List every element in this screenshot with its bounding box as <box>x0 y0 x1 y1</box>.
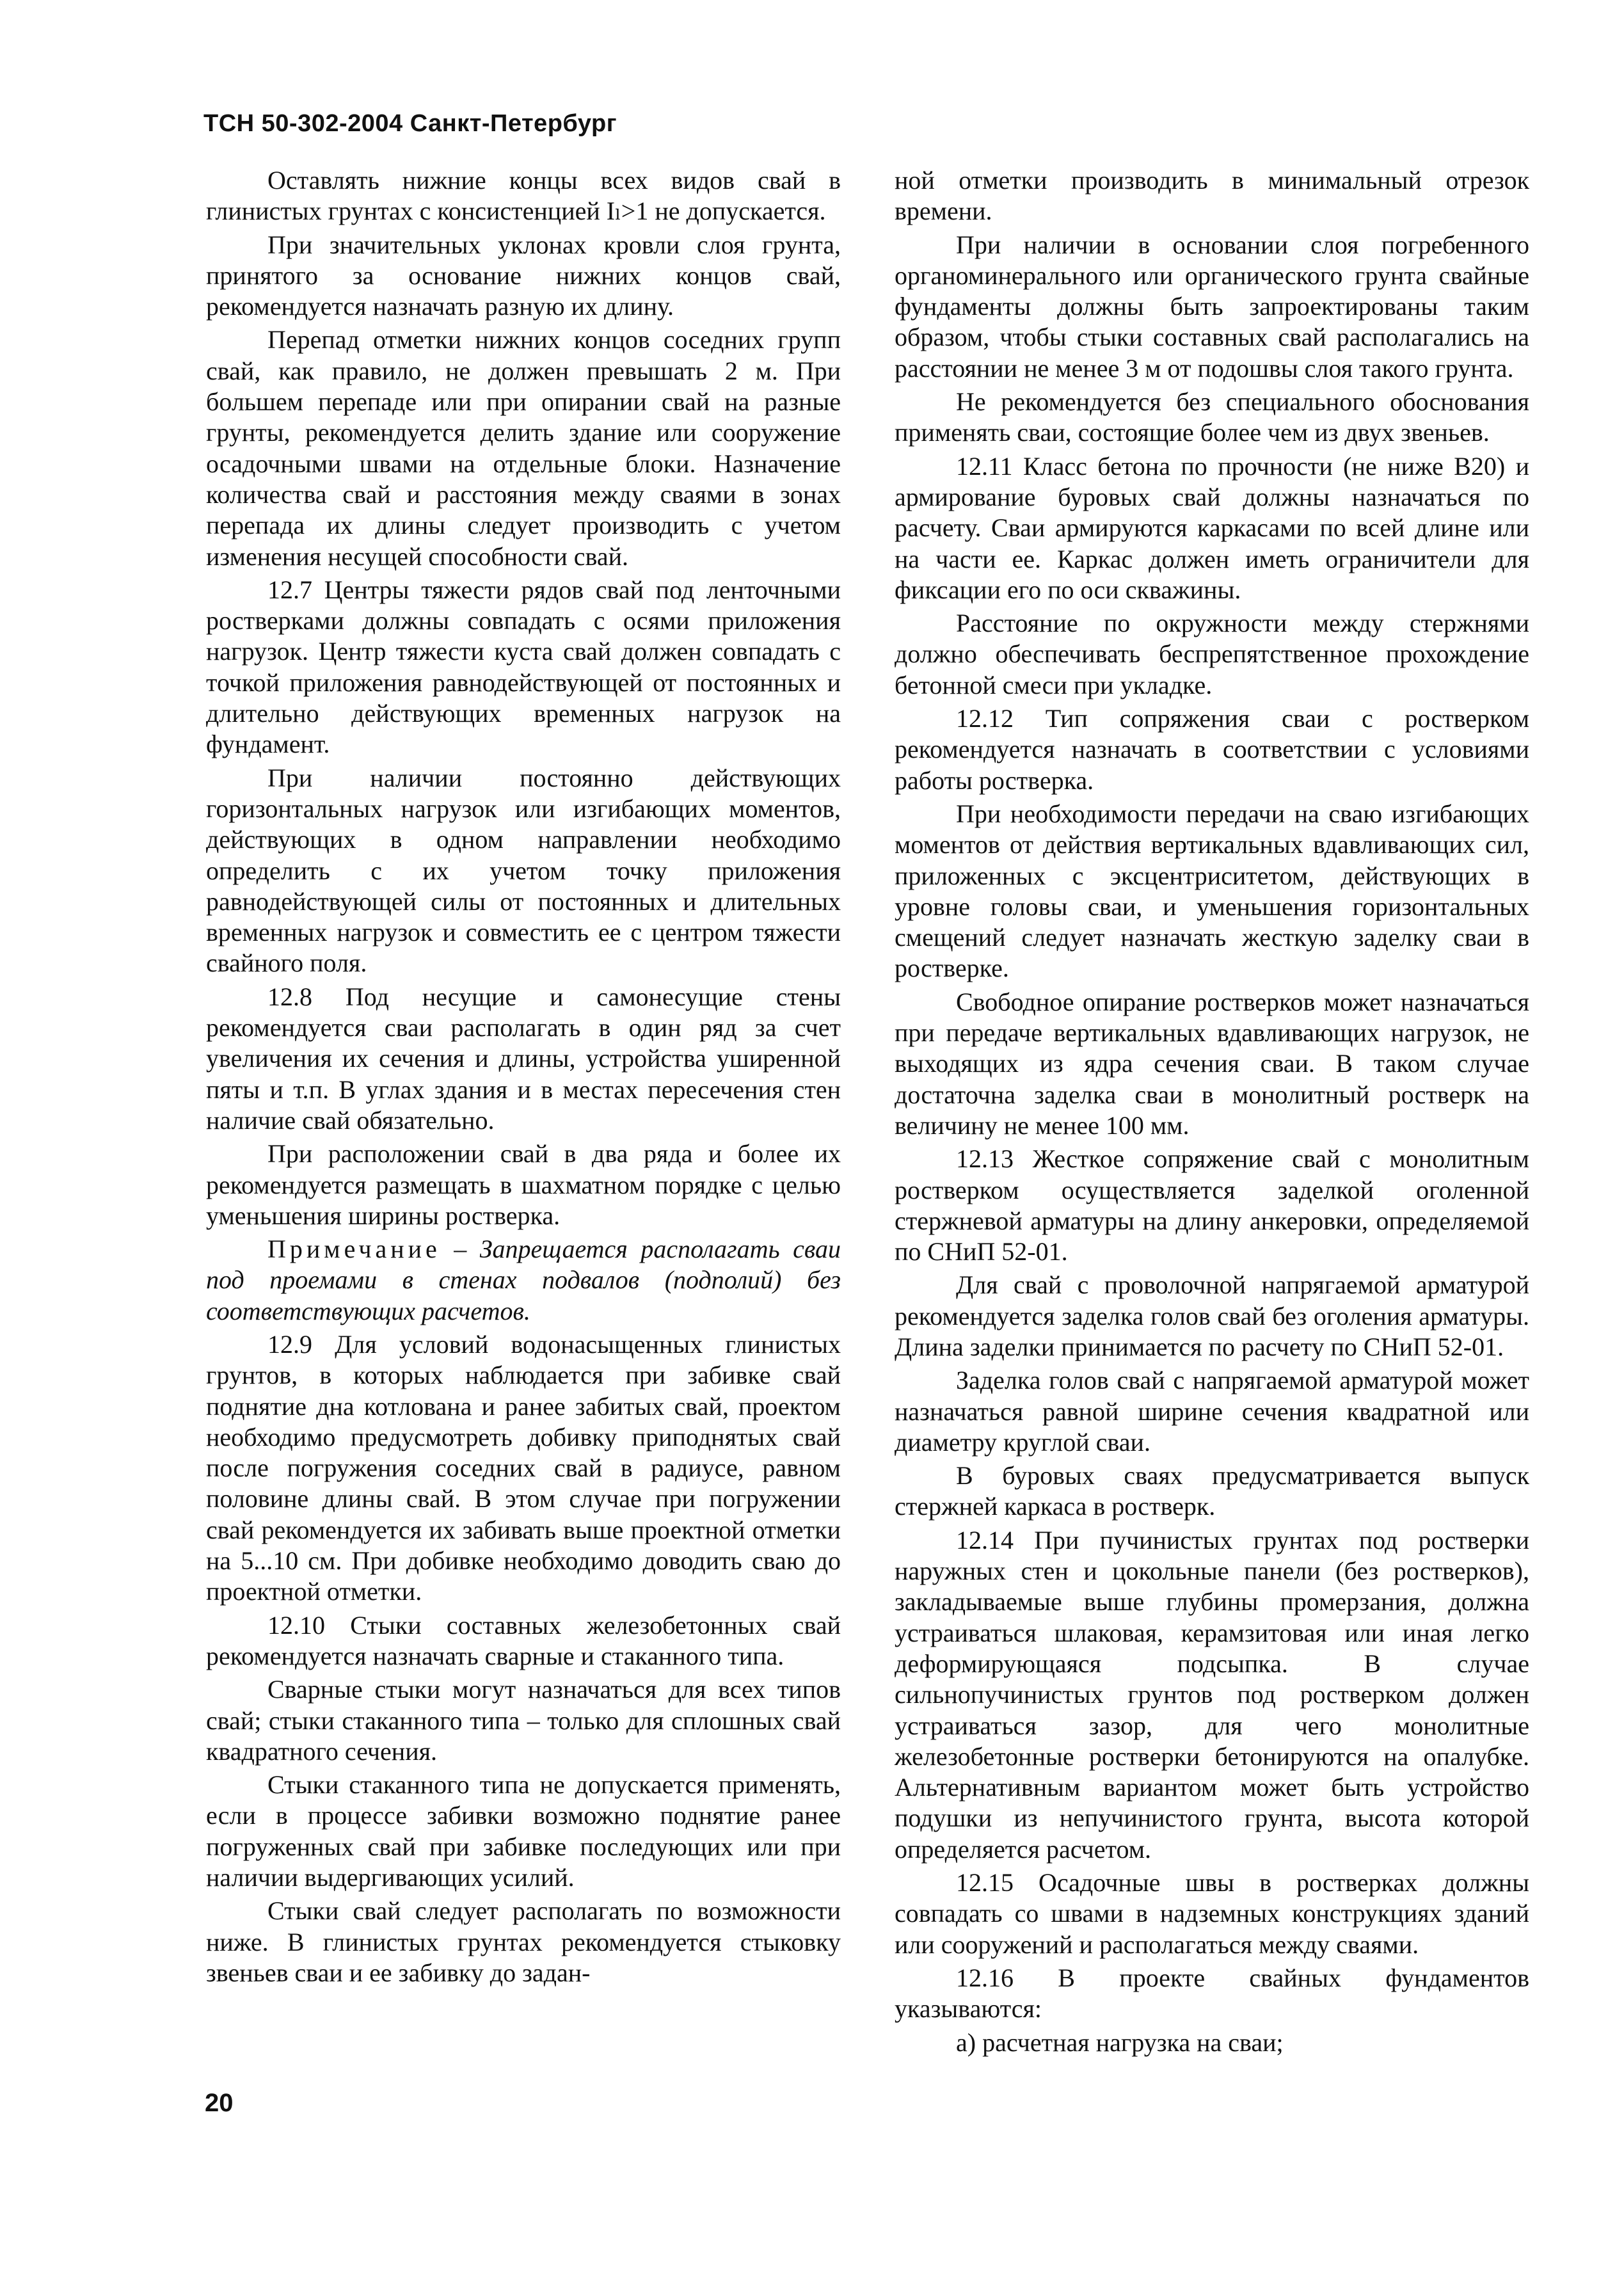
right-column <box>895 165 1529 2061</box>
paragraph: Расстояние по окружности между стержнями должно обеспечивать беспрепятственное прохождение бетонной смеси при укладке. <box>895 609 1529 699</box>
page-number: 20 <box>205 2089 234 2117</box>
paragraph-12-8: 12.8 Под несущие и самонесущие стены рекомендуется сваи располагать в один ряд за счет увеличения их сечения и длины, устройства уширенной пяты и т.п. В углах здания и в местах пересечения стен наличие свай обязательно. <box>206 982 841 1135</box>
left-column <box>206 165 841 1991</box>
paragraph: Перепад отметки нижних концов соседних групп свай, как правило, не должен превышать 2 м. При большем перепаде или при опирании свай на разные грунты, рекомендуется делить здание или сооружение осадочными швами на отдельные блоки. Назначение количества свай и расстояния между сваями в зонах перепада их длины следует производить с учетом изменения несущей способности свай. <box>206 325 841 571</box>
paragraph: Не рекомендуется без специального обоснования применять сваи, состоящие более чем из двух звеньев. <box>895 387 1529 447</box>
paragraph: При наличии в основании слоя погребенного органоминерального или органического грунта свайные фундаменты должны быть запроектированы таким образом, чтобы стыки составных свай располагались на расстоянии не менее 3 м от подошвы слоя такого грунта. <box>895 230 1529 383</box>
paragraph: Для свай с проволочной напрягаемой арматурой рекомендуется заделка голов свай без оголения арматуры. Длина заделки принимается по расчету по СНиП 52-01. <box>895 1270 1529 1361</box>
paragraph: Оставлять нижние концы всех видов свай в глинистых грунтах с консистенцией Iₗ>1 не допускается. <box>206 166 841 226</box>
paragraph: Свободное опирание ростверков может назначаться при передаче вертикальных вдавливающих нагрузок, не выходящих из ядра сечения сваи. В таком случае достаточна заделка сваи в монолитный ростверк на величину не менее 100 мм. <box>895 987 1529 1140</box>
running-header: ТСН 50-302-2004 Санкт-Петербург <box>203 110 617 137</box>
paragraph: Стыки свай следует располагать по возможности ниже. В глинистых грунтах рекомендуется стыковку звеньев сваи и ее забивку до задан- <box>206 1896 841 1987</box>
paragraph-12-9: 12.9 Для условий водонасыщенных глинистых грунтов, в которых наблюдается при забивке свай поднятие дна котлована и ранее забитых свай, проектом необходимо предусмотреть добивку приподнятых свай после погружения соседних свай в радиусе, равном половине длины свай. В этом случае при погружении свай рекомендуется их забивать выше проектной отметки на 5...10 см. При добивке необходимо доводить сваю до проектной отметки. <box>206 1329 841 1606</box>
paragraph: В буровых сваях предусматривается выпуск стержней каркаса в ростверк. <box>895 1461 1529 1521</box>
paragraph: Заделка голов свай с напрягаемой арматурой может назначаться равной ширине сечения квадратной или диаметру круглой сваи. <box>895 1366 1529 1457</box>
paragraph: При расположении свай в два ряда и более их рекомендуется размещать в шахматном порядке с целью уменьшения ширины ростверка. <box>206 1139 841 1230</box>
paragraph-12-15: 12.15 Осадочные швы в ростверках должны совпадать со швами в надземных конструкциях зданий или сооружений и располагаться между сваями. <box>895 1868 1529 1959</box>
paragraph-12-7: 12.7 Центры тяжести рядов свай под ленточными ростверками должны совпадать с осями приложения нагрузок. Центр тяжести куста свай должен совпадать с точкой приложения равнодействующей от постоянных и длительно действующих временных нагрузок на фундамент. <box>206 575 841 759</box>
paragraph: При необходимости передачи на сваю изгибающих моментов от действия вертикальных вдавливающих сил, приложенных с эксцентриситетом, действующих в уровне головы сваи, и уменьшения горизонтальных смещений следует назначать жесткую заделку сваи в ростверке. <box>895 799 1529 983</box>
paragraph-12-10: 12.10 Стыки составных железобетонных свай рекомендуется назначать сварные и стаканного типа. <box>206 1610 841 1670</box>
note <box>206 1234 841 1327</box>
paragraph: Сварные стыки могут назначаться для всех типов свай; стыки стаканного типа – только для сплошных свай квадратного сечения. <box>206 1675 841 1766</box>
paragraph-12-16: 12.16 В проекте свайных фундаментов указываются: <box>895 1963 1529 2024</box>
note-label: Примечание <box>267 1235 441 1264</box>
paragraph-continuation: ной отметки производить в минимальный отрезок времени. <box>895 166 1529 226</box>
paragraph-12-11: 12.11 Класс бетона по прочности (не ниже B20) и армирование буровых свай должны назначаться по расчету. Сваи армируются каркасами по всей длине или на части ее. Каркас должен иметь ограничители для фиксации его по оси скважины. <box>895 451 1529 604</box>
note-text: – Запрещается располагать сваи под проемами в стенах подвалов (подполий) без соответствующих расчетов. <box>206 1235 841 1325</box>
paragraph-12-13: 12.13 Жесткое сопряжение свай с монолитным ростверком осуществляется заделкой оголенной стержневой арматуры на длину анкеровки, определяемой по СНиП 52-01. <box>895 1144 1529 1267</box>
paragraph: Стыки стаканного типа не допускается применять, если в процессе забивки возможно поднятие ранее погруженных свай при забивке последующих или при наличии выдергивающих усилий. <box>206 1770 841 1892</box>
list-item: а) расчетная нагрузка на сваи; <box>956 2027 1284 2057</box>
paragraph-12-14: 12.14 При пучинистых грунтах под ростверки наружных стен и цокольные панели (без ростверков), закладываемые выше глубины промерзания, должна устраиваться шлаковая, керамзитовая или иная легко деформирующаяся подсыпка. В случае сильнопучинистых грунтов под ростверком должен устраиваться зазор, для чего монолитные железобетонные ростверки бетонируются на опалубке. Альтернативным вариантом может быть устройство подушки из непучинистого грунта, высота которой определяется расчетом. <box>895 1525 1529 1864</box>
paragraph: При значительных уклонах кровли слоя грунта, принятого за основание нижних концов свай, рекомендуется назначать разную их длину. <box>206 230 841 321</box>
paragraph: При наличии постоянно действующих горизонтальных нагрузок или изгибающих моментов, действующих в одном направлении необходимо определить с их учетом точку приложения равнодействующей силы от постоянных и длительных временных нагрузок и совместить ее с центром тяжести свайного поля. <box>206 763 841 978</box>
paragraph-12-12: 12.12 Тип сопряжения сваи с ростверком рекомендуется назначать в соответствии с условиями работы ростверка. <box>895 704 1529 795</box>
